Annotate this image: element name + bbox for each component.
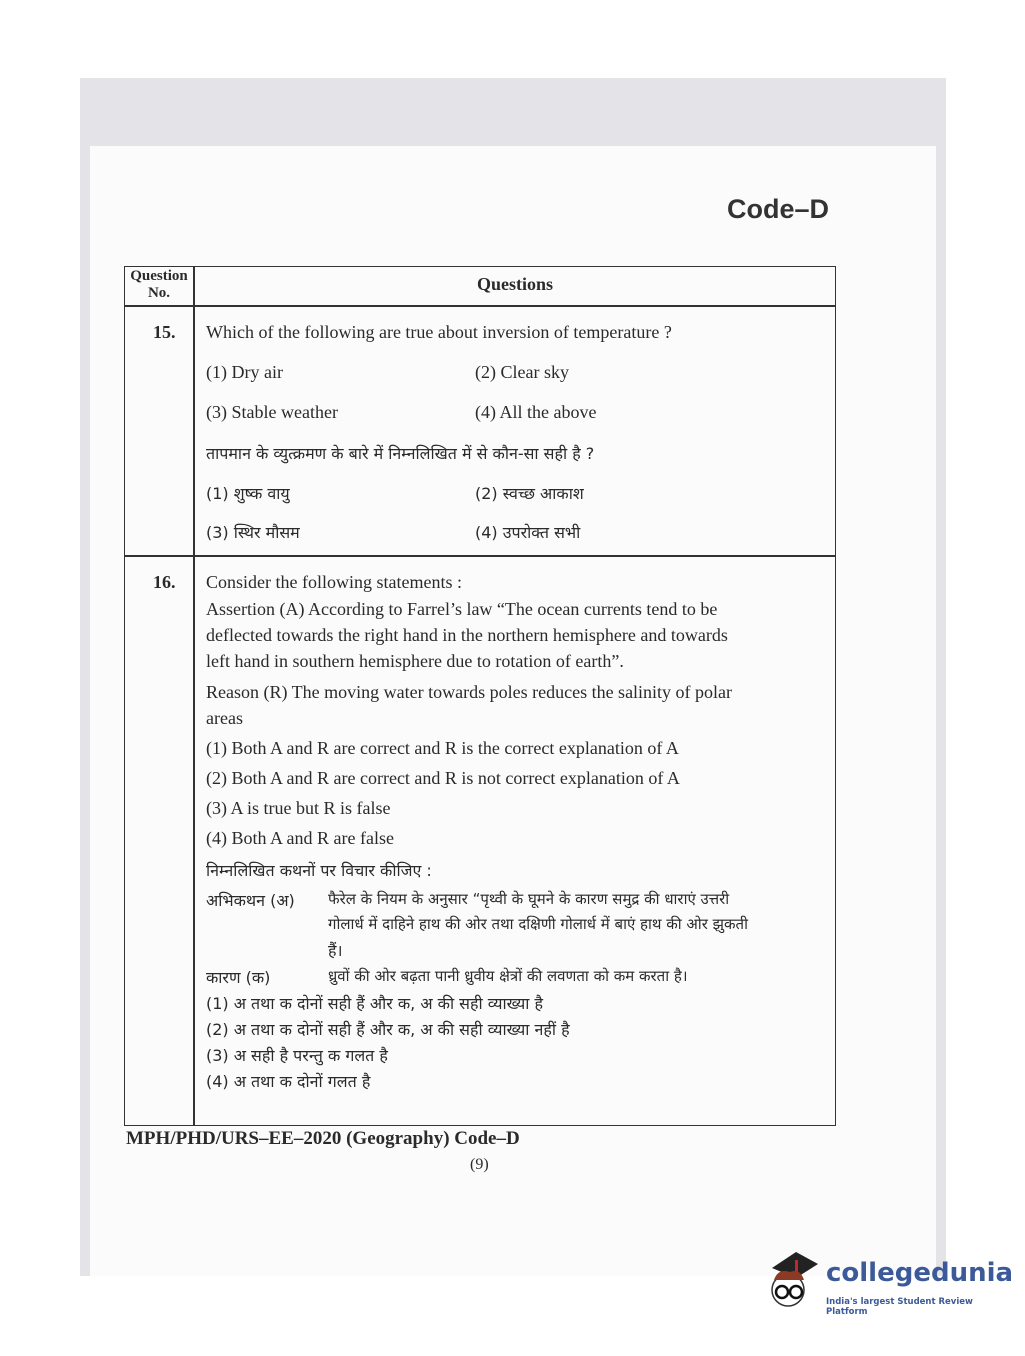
option-hi: (4) अ तथा क दोनों गलत है — [206, 1072, 371, 1091]
option-hi: (1) शुष्क वायु — [206, 484, 290, 503]
assertion-hi: फैरेल के नियम के अनुसार “पृथ्वी के घूमने के कारण समुद्र की धाराएं उत्तरी — [328, 890, 730, 908]
intro-hi: निम्नलिखित कथनों पर विचार कीजिए : — [206, 861, 432, 880]
option: (4) Both A and R are false — [206, 828, 394, 848]
footer-title: MPH/PHD/URS–EE–2020 (Geography) Code–D — [126, 1128, 520, 1149]
option: (1) Both A and R are correct and R is the correct explanation of A — [206, 738, 679, 758]
mascot-icon — [766, 1250, 824, 1320]
option-hi: (1) अ तथा क दोनों सही हैं और क, अ की सही व्याख्या है — [206, 994, 543, 1013]
paper-code: Code–D — [726, 194, 829, 224]
option-hi: (2) अ तथा क दोनों सही हैं और क, अ की सही व्याख्या नहीं है — [206, 1020, 570, 1039]
column-divider — [193, 266, 195, 1126]
logo-tagline: India's largest Student Review Platform — [826, 1297, 973, 1317]
assertion-hi: हैं। — [328, 941, 343, 960]
option: (1) Dry air — [206, 362, 283, 382]
question-line: deflected towards the right hand in the northern hemisphere and towards — [206, 625, 728, 645]
question-line: Assertion (A) According to Farrel’s law “The ocean currents tend to be — [206, 599, 718, 619]
option: (2) Clear sky — [475, 362, 569, 382]
question-line: areas — [206, 708, 243, 728]
logo-wordmark: collegedunia — [826, 1258, 1014, 1288]
option: (2) Both A and R are correct and R is not correct explanation of A — [206, 768, 680, 788]
assertion-hi: गोलार्ध में दाहिने हाथ की ओर तथा दक्षिणी गोलार्ध में बाएं हाथ की ओर झुकती — [328, 915, 748, 933]
reason-hi: ध्रुवों की ओर बढ़ता पानी ध्रुवीय क्षेत्रों की लवणता को कम करता है। — [328, 967, 688, 985]
page-number: (9) — [470, 1156, 489, 1173]
question-number: 15. — [153, 322, 176, 342]
option: (4) All the above — [475, 402, 597, 422]
question-number: 16. — [153, 572, 176, 592]
reason-label-hi: कारण (क) — [206, 968, 271, 987]
option: (3) Stable weather — [206, 402, 338, 422]
header-divider — [124, 305, 836, 307]
option: (3) A is true but R is false — [206, 798, 391, 818]
column-header-questions: Questions — [476, 274, 554, 294]
question-text-hi: तापमान के व्युत्क्रमण के बारे में निम्नलिखित में से कौन-सा सही है ? — [206, 444, 595, 463]
row-divider — [124, 555, 836, 557]
option-hi: (3) अ सही है परन्तु क गलत है — [206, 1046, 388, 1065]
question-line: Consider the following statements : — [206, 572, 462, 592]
collegedunia-logo — [766, 1250, 1014, 1320]
assertion-label-hi: अभिकथन (अ) — [206, 891, 295, 910]
option-hi: (4) उपरोक्त सभी — [475, 523, 581, 542]
question-line: Reason (R) The moving water towards poles reduces the salinity of polar — [206, 682, 733, 702]
option-hi: (3) स्थिर मौसम — [206, 523, 300, 542]
question-text-en: Which of the following are true about inversion of temperature ? — [206, 322, 672, 342]
option-hi: (2) स्वच्छ आकाश — [475, 484, 584, 503]
question-line: left hand in southern hemisphere due to rotation of earth”. — [206, 651, 624, 671]
column-header-question-no: Question No. — [130, 268, 188, 301]
